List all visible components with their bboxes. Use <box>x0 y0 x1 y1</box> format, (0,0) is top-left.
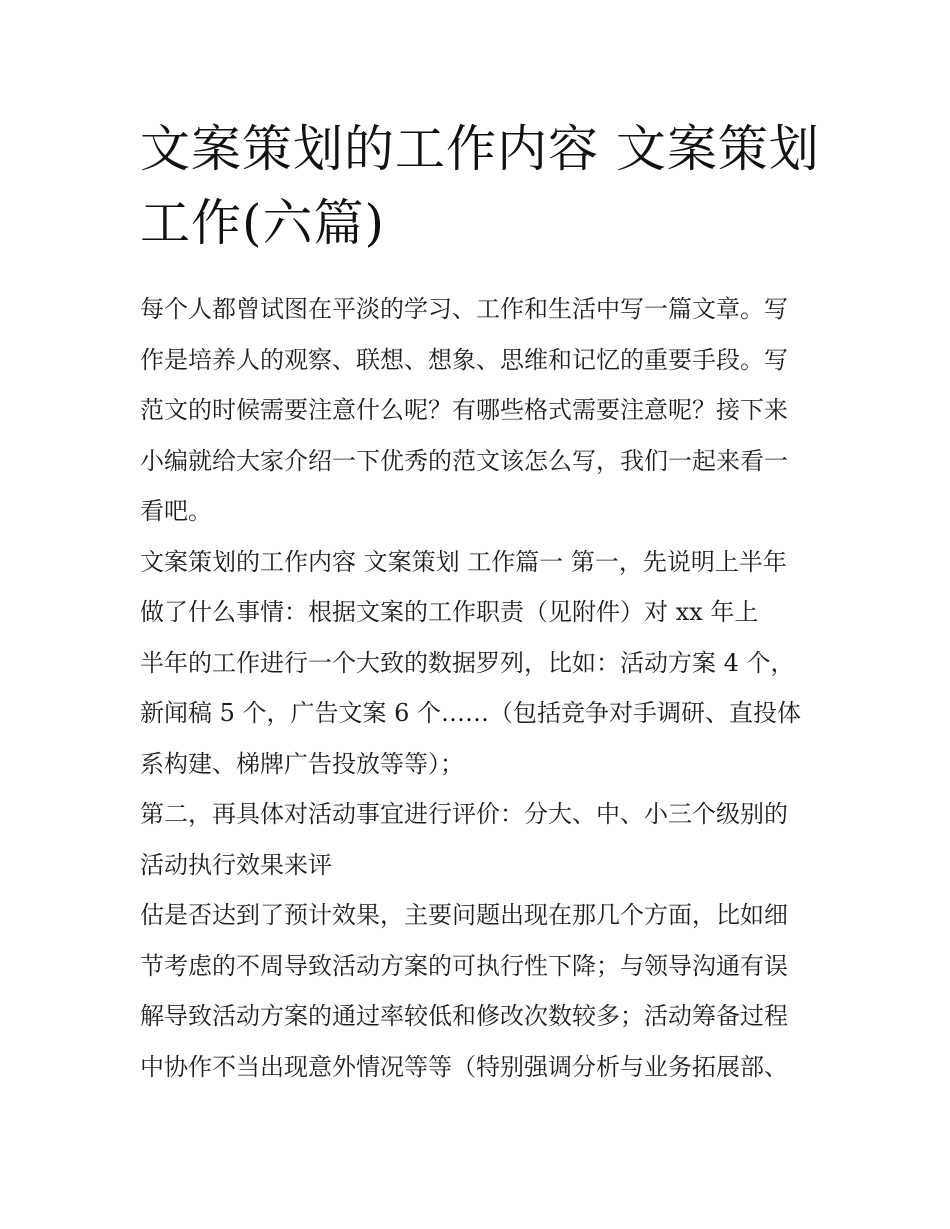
body-line: 新闻稿 5 个，广告文案 6 个……（包括竞争对手调研、直投体 <box>140 699 802 727</box>
body-line: 系构建、梯牌广告投放等等）； <box>140 749 464 778</box>
body-line: 范文的时候需要注意什么呢？有哪些格式需要注意呢？接下来 <box>140 396 788 424</box>
title-line: 工作(六篇) <box>140 194 386 252</box>
body-line: 中协作不当出现意外情况等等（特别强调分析与业务拓展部、 <box>140 1052 788 1081</box>
body-line: 小编就给大家介绍一下优秀的范文该怎么写，我们一起来看一 <box>140 446 788 475</box>
body-line: 作是培养人的观察、联想、想象、思维和记忆的重要手段。写 <box>140 345 788 374</box>
body-line: 第二，再具体对活动事宜进行评价：分大、中、小三个级别的 <box>140 800 788 828</box>
body-line: 文案策划的工作内容 文案策划 工作篇一 第一，先说明上半年 <box>140 547 787 576</box>
document-page <box>140 112 820 1092</box>
body-line: 做了什么事情：根据文案的工作职责（见附件）对 xx 年上 <box>140 598 759 626</box>
body-line: 看吧。 <box>140 497 212 525</box>
title-line: 文案策划的工作内容 文案策划 <box>140 120 820 178</box>
document-title <box>140 112 820 260</box>
body-line: 解导致活动方案的通过率较低和修改次数较多；活动筹备过程 <box>140 1002 788 1030</box>
body-line: 半年的工作进行一个大致的数据罗列，比如：活动方案 4 个， <box>140 648 795 677</box>
body-line: 活动执行效果来评 <box>140 850 332 879</box>
body-line: 节考虑的不周导致活动方案的可执行性下降；与领导沟通有误 <box>140 951 788 980</box>
body-line: 每个人都曾试图在平淡的学习、工作和生活中写一篇文章。写 <box>140 295 788 323</box>
document-body <box>140 284 820 1092</box>
body-line: 估是否达到了预计效果，主要问题出现在那几个方面，比如细 <box>140 901 788 929</box>
